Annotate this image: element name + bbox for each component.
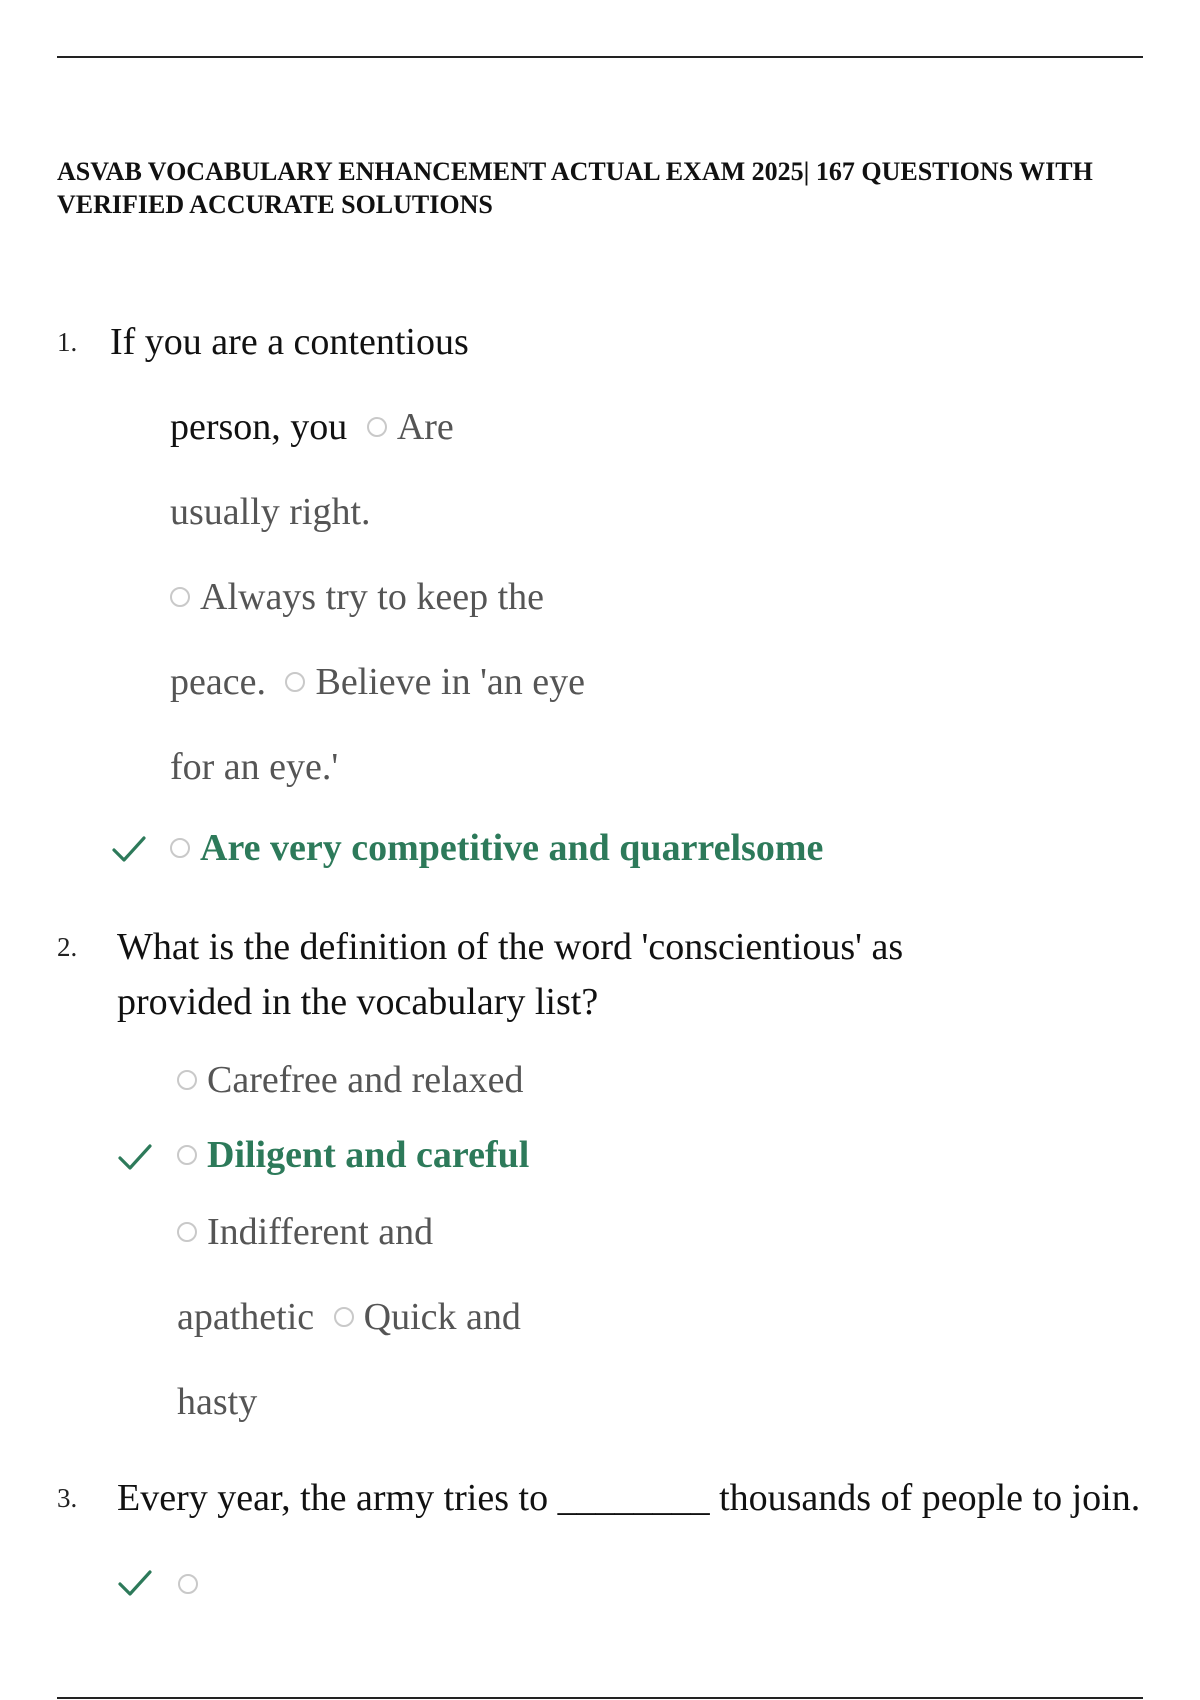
check-icon — [117, 1568, 153, 1598]
option-1b-cont: peace. — [170, 661, 266, 703]
option-1d-correct[interactable] — [170, 826, 823, 870]
option-2a-label: Carefree and relaxed — [207, 1059, 524, 1101]
document-title: ASVAB VOCABULARY ENHANCEMENT ACTUAL EXAM 2025| 167 QUESTIONS WITH VERIFIED ACCURATE SOLUTIONS — [57, 157, 1093, 219]
option-1b-label: Always try to keep the — [200, 576, 545, 618]
option-1c-cont: for an eye.' — [170, 746, 339, 788]
radio-icon[interactable] — [170, 587, 190, 607]
radio-icon[interactable] — [177, 1070, 197, 1090]
check-icon — [111, 834, 147, 864]
question-3-number: 3. — [57, 1483, 78, 1513]
option-2b-label: Diligent and careful — [207, 1134, 530, 1176]
radio-icon[interactable] — [177, 1222, 197, 1242]
question-2-number: 2. — [57, 932, 78, 962]
option-2b-correct[interactable] — [177, 1133, 529, 1177]
question-2-text-line1: What is the definition of the word 'conscientious' as — [117, 926, 904, 968]
radio-icon[interactable] — [170, 838, 190, 858]
option-2a[interactable] — [177, 1058, 523, 1102]
option-2c[interactable] — [177, 1210, 433, 1254]
question-1-line-a — [170, 405, 454, 449]
option-1c-label: Believe in 'an eye — [315, 661, 586, 703]
radio-icon[interactable] — [367, 417, 387, 437]
question-1-line-peace — [170, 660, 585, 704]
option-2c-cont: apathetic — [177, 1296, 315, 1338]
radio-icon[interactable] — [334, 1307, 354, 1327]
option-1a-cont: usually right. — [170, 491, 371, 533]
option-3-correct[interactable] — [178, 1562, 208, 1606]
option-2d-label: Quick and — [363, 1296, 521, 1338]
radio-icon[interactable] — [285, 672, 305, 692]
radio-icon[interactable] — [178, 1574, 198, 1594]
question-2-line-apathetic — [177, 1295, 521, 1339]
option-2c-label: Indifferent and — [207, 1211, 434, 1253]
header-rule — [57, 56, 1143, 58]
radio-icon[interactable] — [177, 1145, 197, 1165]
footer-rule — [57, 1697, 1143, 1699]
question-3-text: Every year, the army tries to ________ thousands of people to join. — [117, 1477, 1141, 1519]
option-1a-label: Are — [396, 406, 454, 448]
question-1-stem-continued: person, you — [170, 406, 348, 448]
question-1-number: 1. — [57, 327, 78, 357]
check-icon — [117, 1142, 153, 1172]
option-1d-label: Are very competitive and quarrelsome — [200, 827, 824, 869]
question-2-text-line2: provided in the vocabulary list? — [117, 981, 599, 1023]
option-1b — [170, 575, 544, 619]
question-1-text: If you are a contentious — [110, 321, 469, 363]
option-2d-cont: hasty — [177, 1381, 258, 1423]
